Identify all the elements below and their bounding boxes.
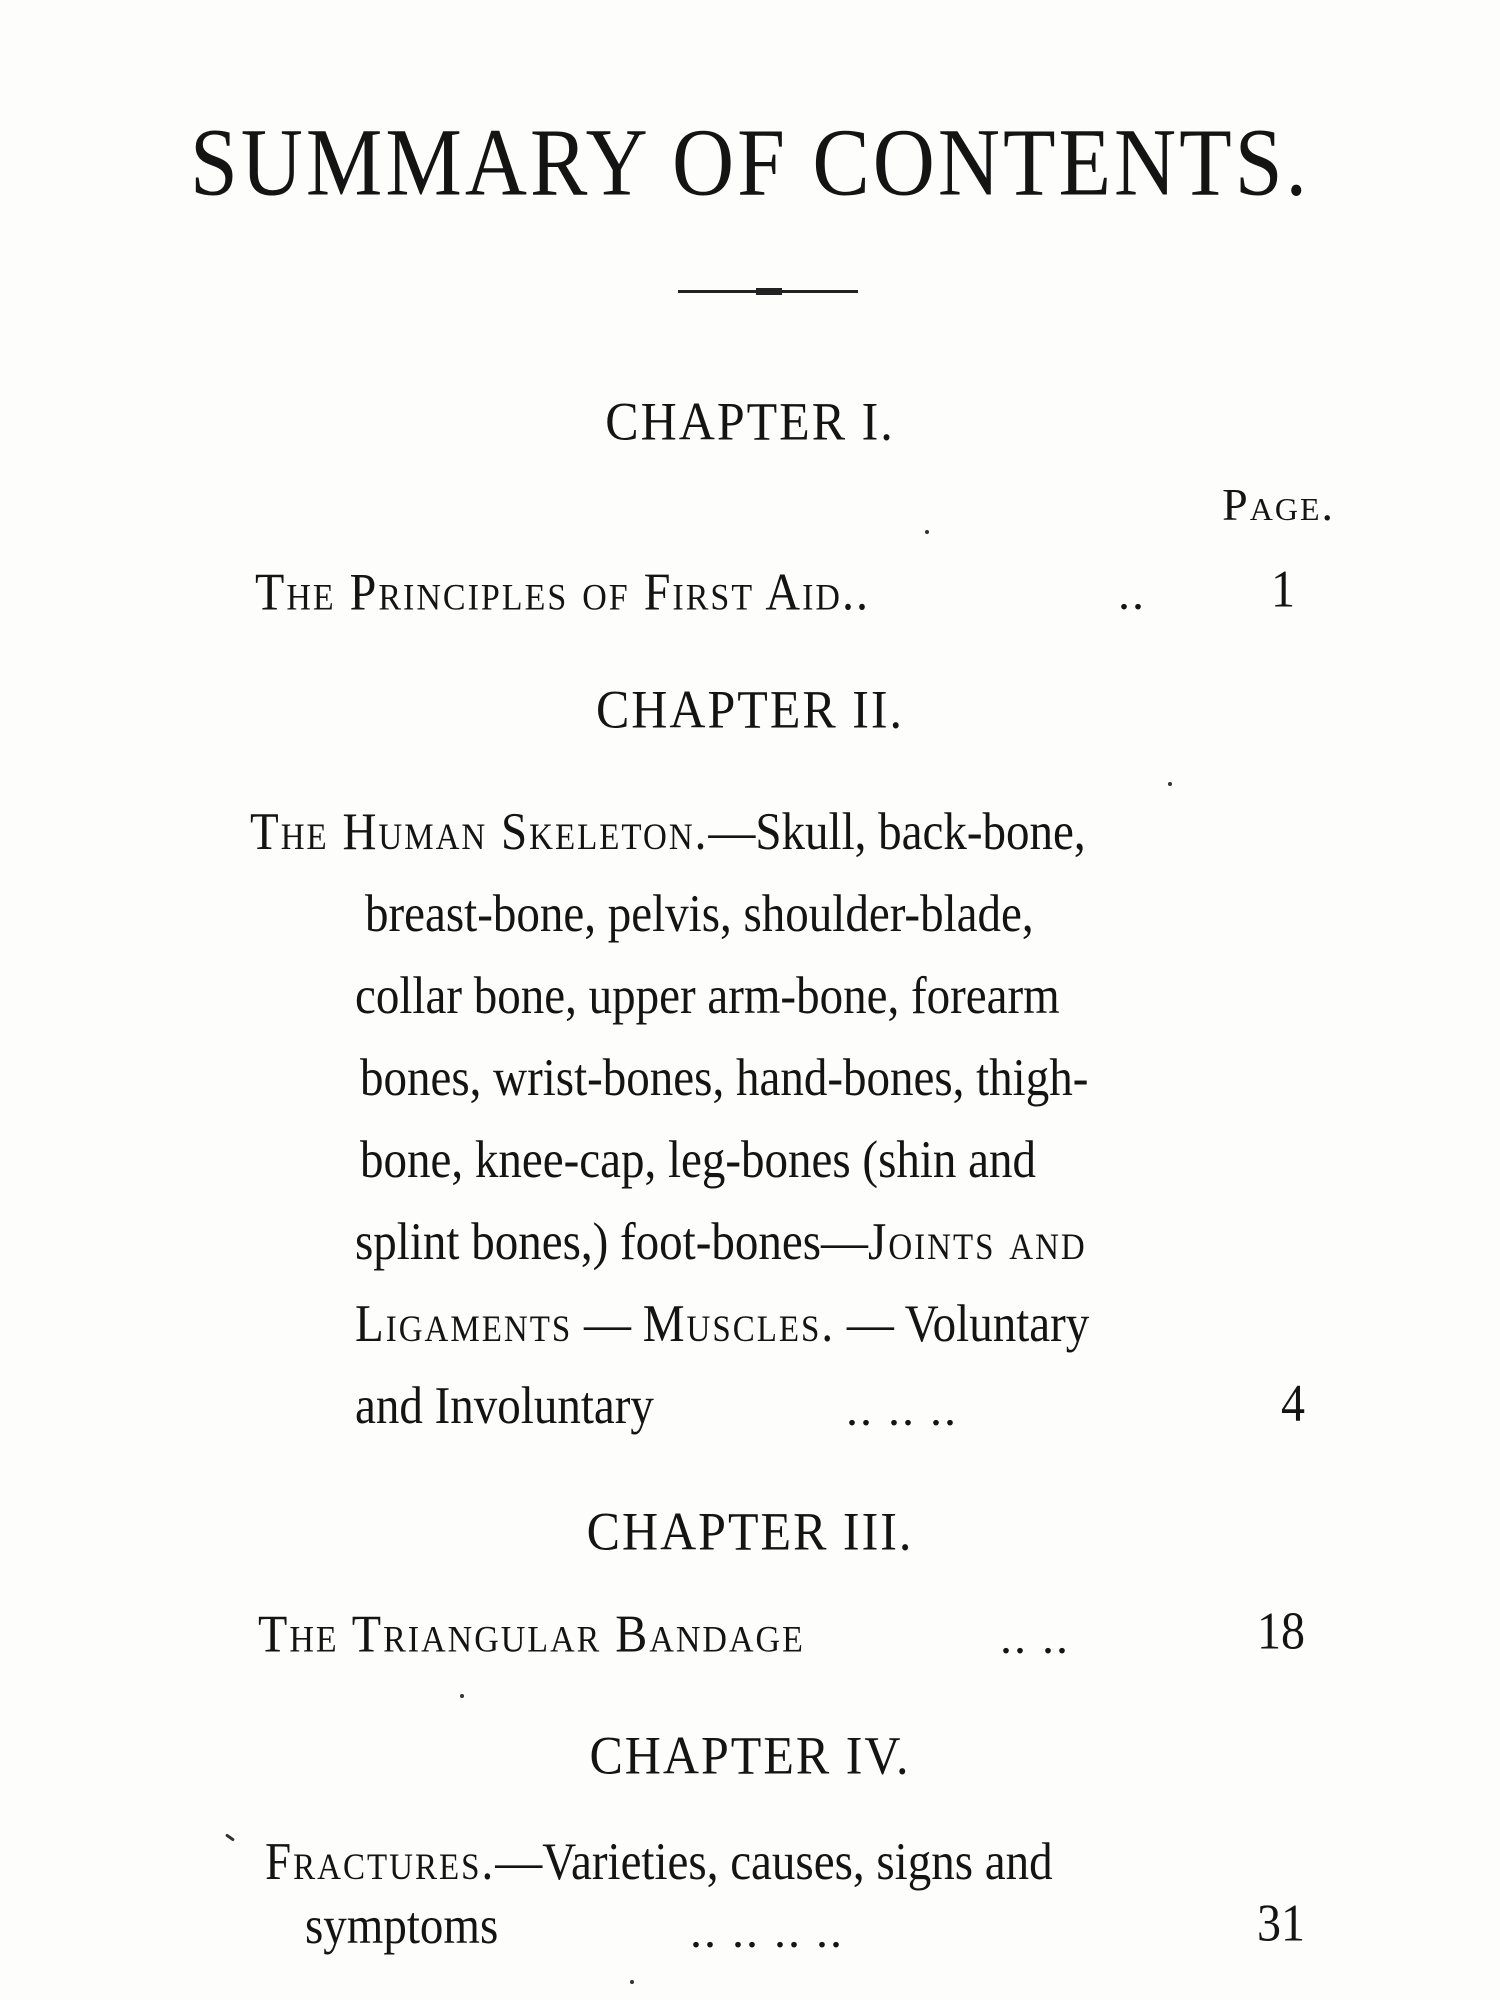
chapter-2-line-1-rest: —Skull, back-bone, — [708, 803, 1086, 862]
chapter-2-heading: CHAPTER II. — [595, 678, 905, 740]
chapter-2-line-2: breast-bone, pelvis, shoulder-blade, — [365, 885, 1034, 944]
chapter-2-entry-title: The Human Skeleton. — [250, 803, 709, 862]
chapter-4-leaders: .. .. .. .. — [690, 1905, 844, 1958]
chapter-4-page-number: 31 — [1257, 1894, 1305, 1953]
chapter-4-last-line: symptoms — [305, 1897, 499, 1956]
chapter-2-line-6-text: splint bones,) foot-bones— — [355, 1213, 869, 1272]
chapter-3-entry-title: The Triangular Bandage — [258, 1605, 805, 1664]
chapter-3-heading: CHAPTER III. — [586, 1500, 914, 1562]
page-title: SUMMARY OF CONTENTS. — [189, 108, 1311, 216]
print-speck — [460, 1694, 464, 1698]
chapter-2-line-6 — [355, 1212, 1087, 1272]
chapter-2-line-5: bone, knee-cap, leg-bones (shin and — [360, 1131, 1037, 1190]
chapter-1-leaders: .. — [1118, 567, 1146, 620]
chapter-2-line-3: collar bone, upper arm-bone, forearm — [355, 967, 1060, 1026]
chapter-1-heading: CHAPTER I. — [605, 390, 895, 452]
chapter-1-page-number: 1 — [1271, 560, 1295, 619]
chapter-2-line-7-rest: — Voluntary — [835, 1295, 1090, 1354]
chapter-3-page-number: 18 — [1257, 1602, 1305, 1661]
chapter-2-muscles-heading: Muscles. — [642, 1295, 836, 1354]
chapter-2-leaders: .. .. .. — [846, 1383, 958, 1436]
chapter-4-heading: CHAPTER IV. — [589, 1724, 911, 1786]
chapter-2-joints-heading: Joints and — [868, 1213, 1087, 1272]
chapter-2-ligaments-heading: Ligaments — [355, 1295, 573, 1354]
chapter-2-line-4: bones, wrist-bones, hand-bones, thigh- — [360, 1049, 1089, 1108]
print-speck — [630, 1980, 634, 1984]
print-speck — [225, 1833, 235, 1841]
chapter-1-entry-title: The Principles of First Aid.. — [255, 563, 870, 622]
print-speck — [1168, 782, 1172, 786]
chapter-2-line-1 — [250, 802, 1086, 862]
page-column-label: Page. — [1222, 479, 1335, 530]
chapter-4-entry-title: Fractures. — [265, 1833, 496, 1892]
chapter-4-line-1 — [265, 1832, 1053, 1892]
chapter-2-page-number: 4 — [1281, 1374, 1305, 1433]
chapter-4-line-1-rest: —Varieties, causes, signs and — [495, 1833, 1053, 1892]
chapter-2-last-line: and Involuntary — [355, 1377, 654, 1436]
title-divider — [678, 290, 858, 293]
bleed-through — [1120, 10, 1134, 63]
chapter-2-line-7 — [355, 1294, 1089, 1354]
chapter-3-leaders: .. .. — [1000, 1611, 1070, 1664]
print-speck — [925, 530, 929, 534]
chapter-2-dash-1: — — [572, 1295, 643, 1354]
